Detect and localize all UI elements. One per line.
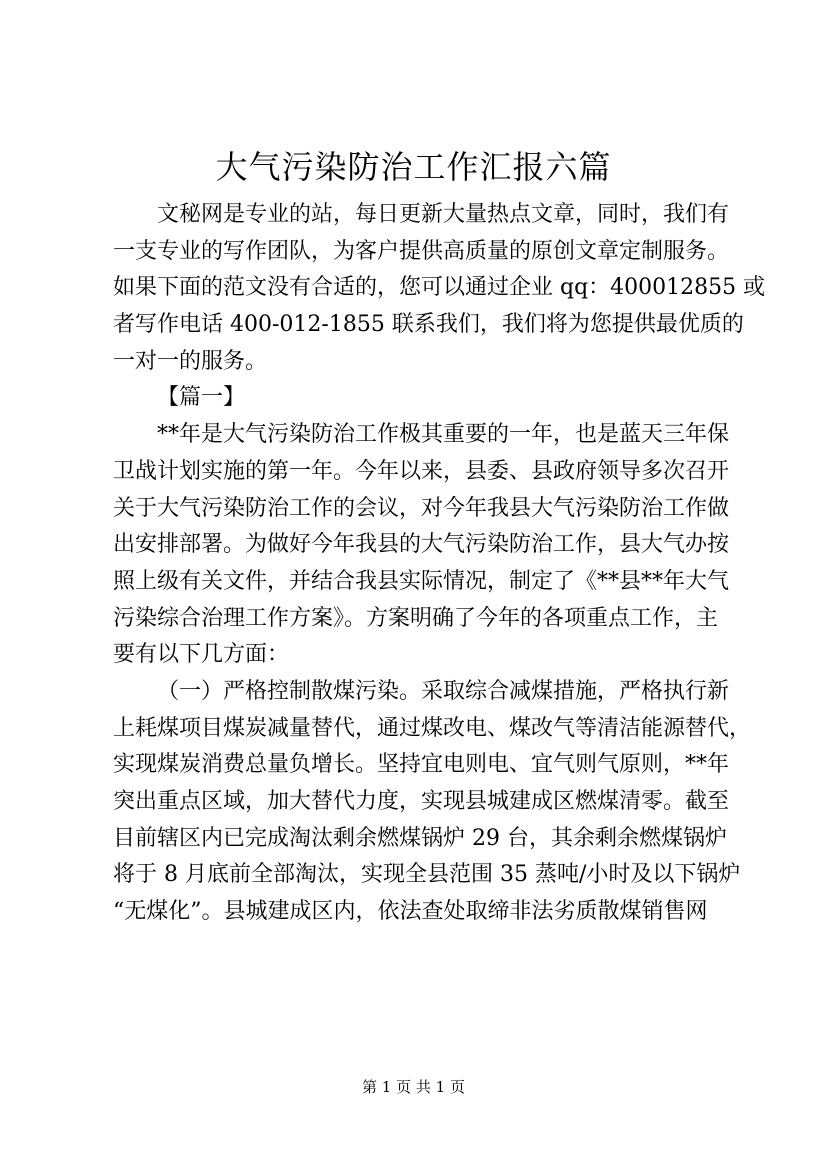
document-body xyxy=(113,197,766,931)
paragraph-line: 关于大气污染防治工作的会议，对今年我县大气污染防治工作做 xyxy=(113,495,730,521)
section-heading: 【篇一】 xyxy=(157,385,246,411)
page-footer: 第 1 页 共 1 页 xyxy=(362,1078,465,1096)
paragraph-line: 一对一的服务。 xyxy=(113,348,268,374)
paragraph-line: “无煤化”。县城建成区内，依法查处取缔非法劣质散煤销售网 xyxy=(113,899,708,925)
paragraph-line: 实现煤炭消费总量负增长。坚持宜电则电、宜气则气原则，**年 xyxy=(113,752,730,778)
paragraph-line: 将于 8 月底前全部淘汰，实现全县范围 35 蒸吨/小时及以下锅炉 xyxy=(113,862,741,888)
paragraph-line: 者写作电话 400-012-1855 联系我们，我们将为您提供最优质的 xyxy=(113,312,744,338)
paragraph-line: 污染综合治理工作方案》。方案明确了今年的各项重点工作，主 xyxy=(113,605,719,631)
paragraph-line: **年是大气污染防治工作极其重要的一年，也是蓝天三年保 xyxy=(157,422,730,448)
paragraph-line: 照上级有关文件，并结合我县实际情况，制定了《**县**年大气 xyxy=(113,568,730,594)
paragraph-line: 一支专业的写作团队，为客户提供高质量的原创文章定制服务。 xyxy=(113,238,730,264)
paragraph-line: 突出重点区域，加大替代力度，实现县城建成区燃煤清零。截至 xyxy=(113,789,730,814)
paragraph-line: 卫战计划实施的第一年。今年以来，县委、县政府领导多次召开 xyxy=(113,458,730,484)
paragraph-line: 目前辖区内已完成淘汰剩余燃煤锅炉 29 台，其余剩余燃煤锅炉 xyxy=(113,825,727,851)
paragraph-line: 上耗煤项目煤炭减量替代，通过煤改电、煤改气等清洁能源替代， xyxy=(113,715,752,741)
paragraph-line: 出安排部署。为做好今年我县的大气污染防治工作，县大气办按 xyxy=(113,532,730,558)
paragraph-line: 如果下面的范文没有合适的，您可以通过企业 qq：400012855 或 xyxy=(113,275,766,301)
paragraph-line: （一）严格控制散煤污染。采取综合减煤措施，严格执行新 xyxy=(157,678,730,704)
paragraph-line: 文秘网是专业的站，每日更新大量热点文章，同时，我们有 xyxy=(157,202,730,227)
document-title: 大气污染防治工作汇报六篇 xyxy=(215,148,612,186)
paragraph-line: 要有以下几方面： xyxy=(113,642,290,668)
